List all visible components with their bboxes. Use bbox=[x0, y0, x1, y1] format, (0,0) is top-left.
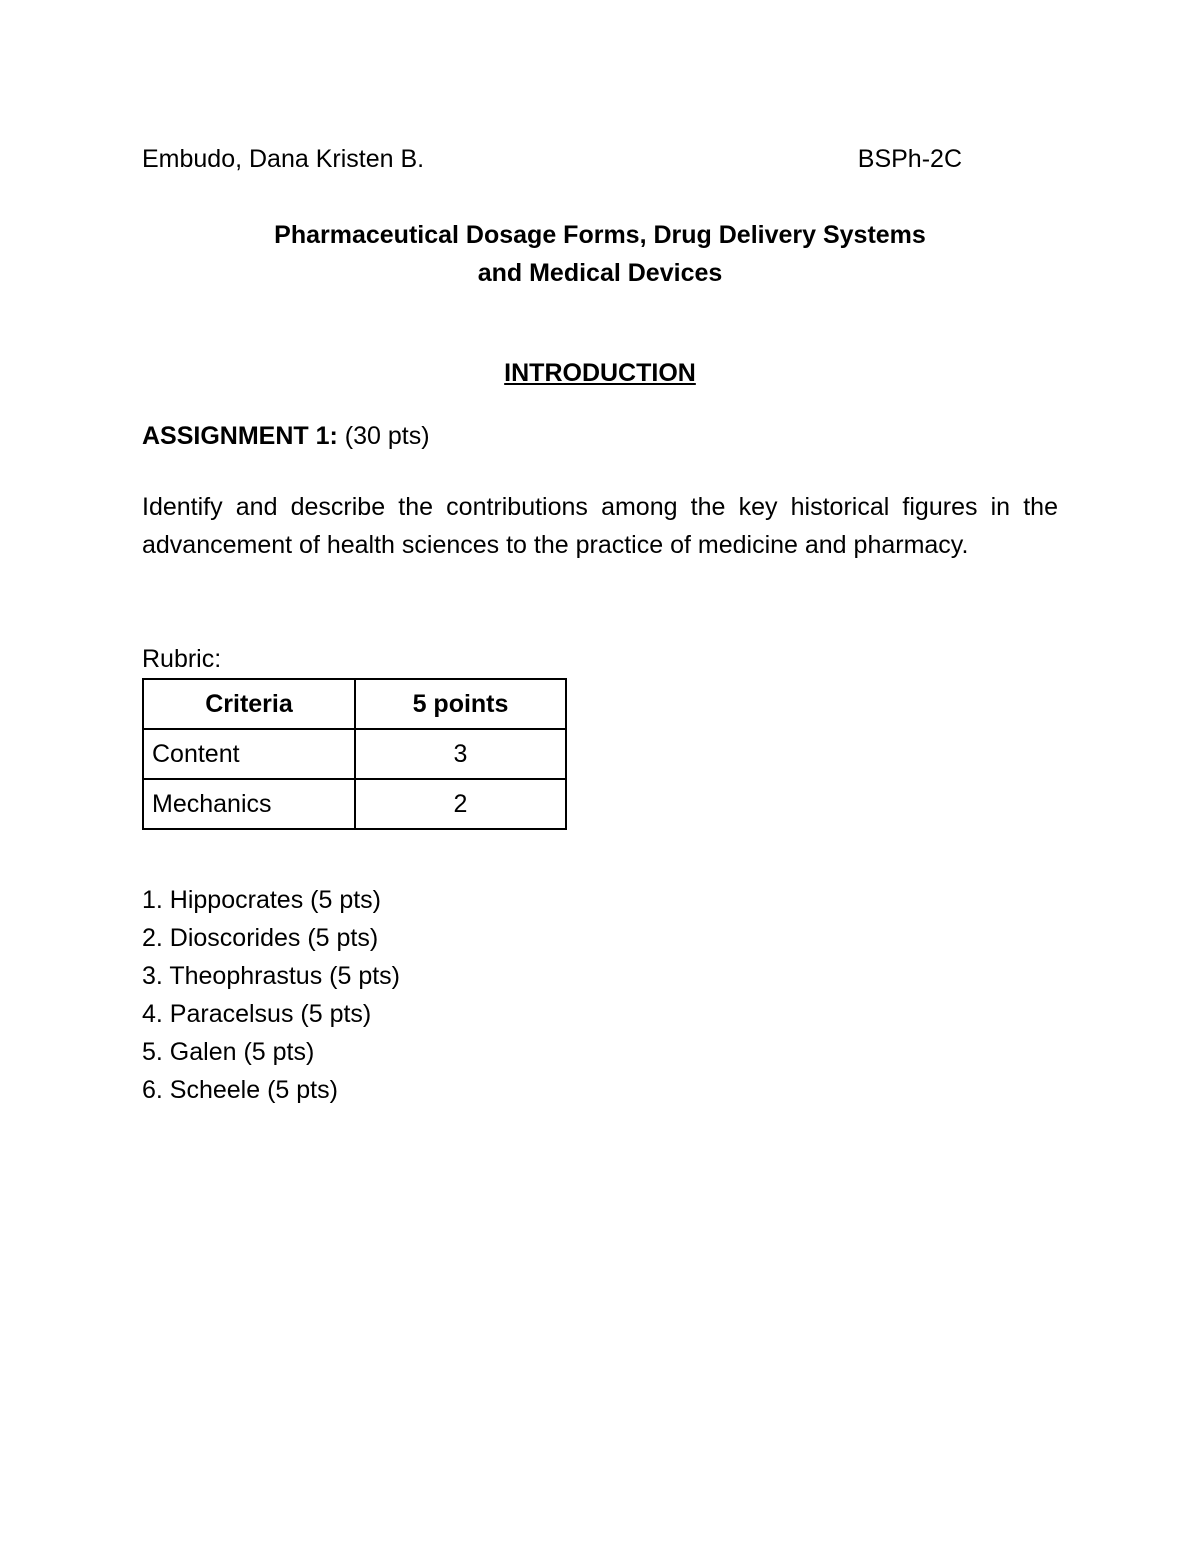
assignment-label: ASSIGNMENT 1: bbox=[142, 422, 338, 450]
list-item: 6. Scheele (5 pts) bbox=[142, 1076, 338, 1104]
course-title-line-2: and Medical Devices bbox=[477, 259, 723, 287]
list-item: 4. Paracelsus (5 pts) bbox=[142, 1000, 372, 1028]
rubric-label: Rubric: bbox=[142, 645, 222, 673]
assignment-instructions: Identify and describe the contributions among the key historical figures in the advancement of health sciences to the practice of medicine and pharmacy. bbox=[142, 493, 1058, 559]
rubric-criteria-cell: Mechanics bbox=[143, 779, 355, 829]
course-title bbox=[0, 216, 1200, 292]
rubric-points-cell: 3 bbox=[355, 729, 566, 779]
course-title-line-1: Pharmaceutical Dosage Forms, Drug Delivery Systems bbox=[274, 221, 926, 249]
list-item: 1. Hippocrates (5 pts) bbox=[142, 886, 381, 914]
list-item: 5. Galen (5 pts) bbox=[142, 1038, 315, 1066]
rubric-row bbox=[143, 779, 566, 829]
rubric-table bbox=[142, 678, 567, 830]
list-item: 2. Dioscorides (5 pts) bbox=[142, 924, 379, 952]
rubric-header-points: 5 points bbox=[355, 679, 566, 729]
rubric-points-cell: 2 bbox=[355, 779, 566, 829]
list-item: 3. Theophrastus (5 pts) bbox=[142, 962, 401, 990]
rubric-header-criteria: Criteria bbox=[143, 679, 355, 729]
section-heading: INTRODUCTION bbox=[504, 359, 696, 387]
historical-figures-list bbox=[142, 881, 400, 1109]
rubric-row bbox=[143, 729, 566, 779]
assignment-heading bbox=[142, 417, 430, 455]
rubric-header-row bbox=[143, 679, 566, 729]
rubric-criteria-cell: Content bbox=[143, 729, 355, 779]
student-name: Embudo, Dana Kristen B. bbox=[142, 145, 425, 173]
student-section: BSPh-2C bbox=[857, 145, 962, 173]
assignment-points: (30 pts) bbox=[337, 422, 430, 450]
document-header bbox=[142, 140, 962, 178]
